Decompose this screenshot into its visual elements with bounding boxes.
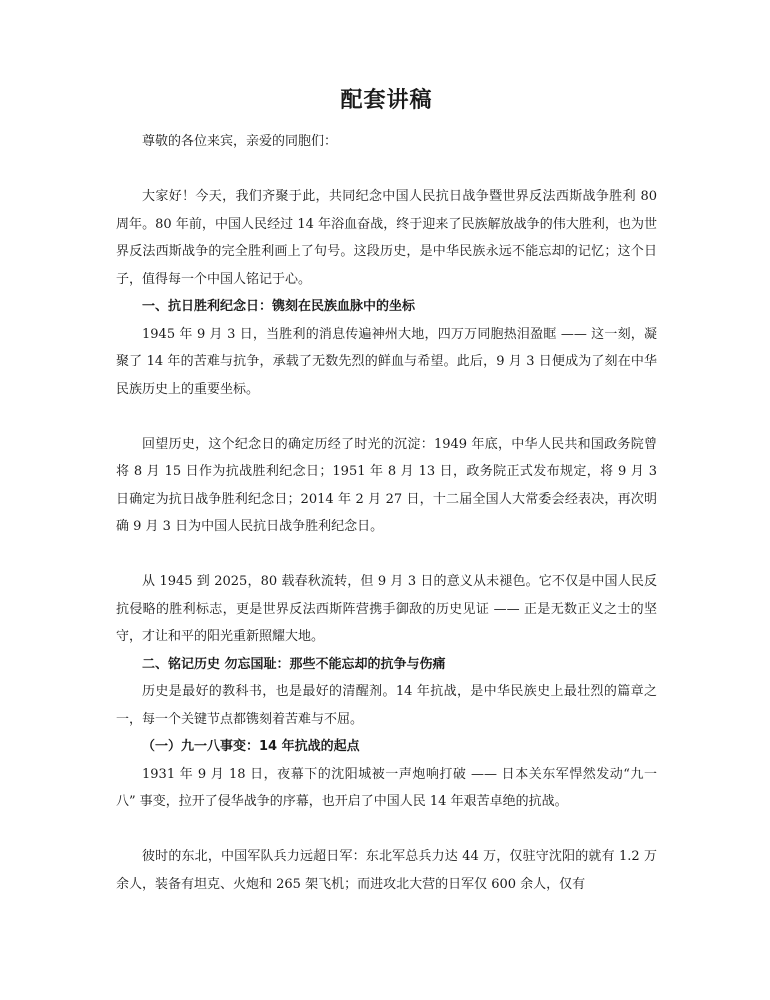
paragraph-history: 历史是最好的教科书，也是最好的清醒剂。14 年抗战，是中华民族史上最壮烈的篇章之一，每一个关键节点都镌刻着苦难与不屈。: [116, 684, 657, 727]
spacer: [116, 816, 657, 844]
document-page: [116, 86, 657, 898]
paragraph-from-1945: 从 1945 到 2025，80 载春秋流转，但 9 月 3 日的意义从未褪色。它不仅是中国人民反抗侵略的胜利标志，更是世界反法西斯阵营携手御敌的历史见证 —— 正是无数正义之士的坚守，才让和平的阳光重新照耀大地。: [116, 574, 657, 644]
section-heading-2: 二、铭记历史 勿忘国耻：那些不能忘却的抗争与伤痛: [142, 656, 446, 672]
paragraph-intro: 大家好！今天，我们齐聚于此，共同纪念中国人民抗日战争暨世界反法西斯战争胜利 80 周年。80 年前，中国人民经过 14 年浴血奋战，终于迎来了民族解放战争的伟大胜利，也为世界反法西斯战争的完全胜利画上了句号。这段历史，是中华民族永远不能忘却的记忆；这个日子，值得每一个中国人铭记于心。: [116, 189, 657, 287]
spacer: [116, 541, 657, 569]
spacer: [116, 156, 657, 184]
paragraph-918: 1931 年 9 月 18 日，夜幕下的沈阳城被一声炮响打破 —— 日本关东军悍然发动“九一八” 事变，拉开了侵华战争的序幕，也开启了中国人民 14 年艰苦卓绝的抗战。: [116, 766, 657, 809]
greeting: 尊敬的各位来宾，亲爱的同胞们：: [142, 134, 338, 149]
section-heading-1: 一、抗日胜利纪念日：镌刻在民族血脉中的坐标: [142, 299, 416, 314]
paragraph-1945: 1945 年 9 月 3 日，当胜利的消息传遍神州大地，四万万同胞热泪盈眶 —— 这一刻，凝聚了 14 年的苦难与抗争，承载了无数先烈的鲜血与希望。此后，9 月 3 日便成为了刻在中华民族历史上的重要坐标。: [116, 326, 657, 397]
subsection-heading-918: （一）九一八事变：14 年抗战的起点: [142, 739, 360, 754]
paragraph-northeast: 彼时的东北，中国军队兵力远超日军：东北军总兵力达 44 万，仅驻守沈阳的就有 1.2 万余人，装备有坦克、火炮和 265 架飞机；而进攻北大营的日军仅 600 余人，仅有: [116, 849, 657, 892]
paragraph-review: 回望历史，这个纪念日的确定历经了时光的沉淀：1949 年底，中华人民共和国政务院曾将 8 月 15 日作为抗战胜利纪念日；1951 年 8 月 13 日，政务院正式发布规定，将 9 月 3 日确定为抗日战争胜利纪念日；2014 年 2 月 27 日，十二届全国人大常委会经表决，再次明确 9 月 3 日为中国人民抗日战争胜利纪念日。: [116, 436, 657, 534]
spacer: [116, 403, 657, 431]
page-title: 配套讲稿: [340, 88, 433, 113]
